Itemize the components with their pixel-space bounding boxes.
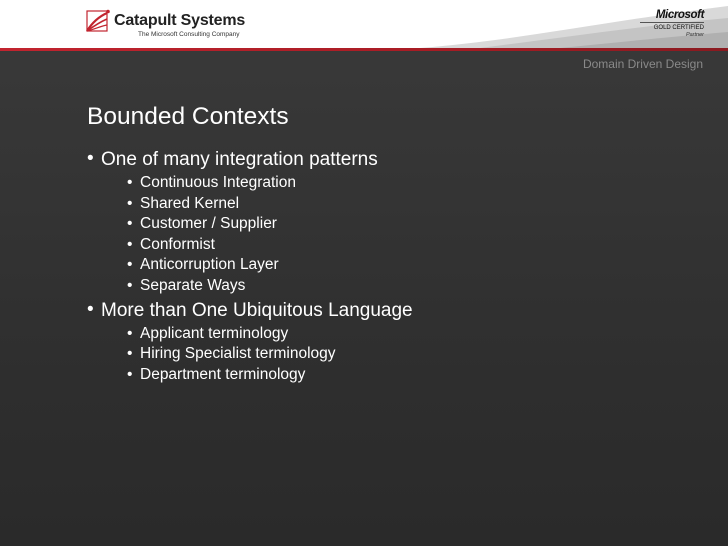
bullet-dot-icon: •	[87, 148, 94, 169]
bullet-dot-icon: •	[127, 365, 133, 383]
sub-bullet-list	[127, 324, 687, 386]
sub-bullet-text: Continuous Integration	[140, 174, 296, 191]
microsoft-logo-text: Microsoft	[655, 9, 704, 21]
deck-subtitle: Domain Driven Design	[582, 57, 703, 71]
sub-bullet-item	[127, 344, 687, 365]
bullet-dot-icon: •	[127, 345, 133, 363]
sub-bullet-text: Shared Kernel	[140, 194, 240, 212]
sub-bullet-item	[127, 173, 687, 194]
bullet-dot-icon: •	[87, 298, 94, 320]
bullet-dot-icon: •	[127, 276, 133, 294]
gold-certified-label: GOLD CERTIFIED	[640, 22, 704, 32]
bullet-dot-icon: •	[127, 235, 133, 253]
partner-label: Partner	[685, 32, 704, 38]
sub-bullet-text: Anticorruption Layer	[140, 256, 279, 274]
sub-bullet-item	[127, 255, 687, 276]
catapult-mark-icon	[86, 9, 110, 33]
bullet-text: More than One Ubiquitous Language	[101, 299, 413, 321]
sub-bullet-text: Applicant terminology	[140, 324, 289, 342]
sub-bullet-text: Department terminology	[140, 365, 306, 383]
bullet-text: One of many integration patterns	[101, 149, 378, 170]
sub-bullet-item	[127, 214, 687, 235]
brand-name: Catapult Systems	[114, 12, 246, 29]
sub-bullet-item	[127, 194, 687, 215]
sub-bullet-item	[127, 276, 687, 297]
sub-bullet-text: Separate Ways	[140, 276, 246, 294]
sub-bullet-item	[127, 235, 687, 256]
bullet-dot-icon: •	[127, 215, 133, 233]
sub-bullet-text: Customer / Supplier	[140, 215, 277, 233]
slide-title: Bounded Contexts	[87, 103, 289, 130]
bullet-dot-icon: •	[127, 256, 133, 274]
sub-bullet-text: Hiring Specialist terminology	[140, 345, 336, 363]
sub-bullet-list	[127, 173, 687, 297]
bullet-dot-icon: •	[127, 174, 133, 191]
sub-bullet-item	[127, 365, 687, 386]
header-accent-band	[0, 48, 728, 51]
sub-bullet-item	[127, 324, 687, 345]
microsoft-partner-badge	[640, 9, 704, 39]
bullet-list	[87, 149, 687, 386]
brand-tagline: The Microsoft Consulting Company	[138, 31, 240, 38]
bullet-dot-icon: •	[127, 324, 133, 342]
bullet-item	[87, 149, 687, 297]
sub-bullet-text: Conformist	[140, 235, 215, 253]
bullet-item	[87, 300, 687, 386]
bullet-dot-icon: •	[127, 194, 133, 212]
header-bar	[0, 0, 728, 48]
